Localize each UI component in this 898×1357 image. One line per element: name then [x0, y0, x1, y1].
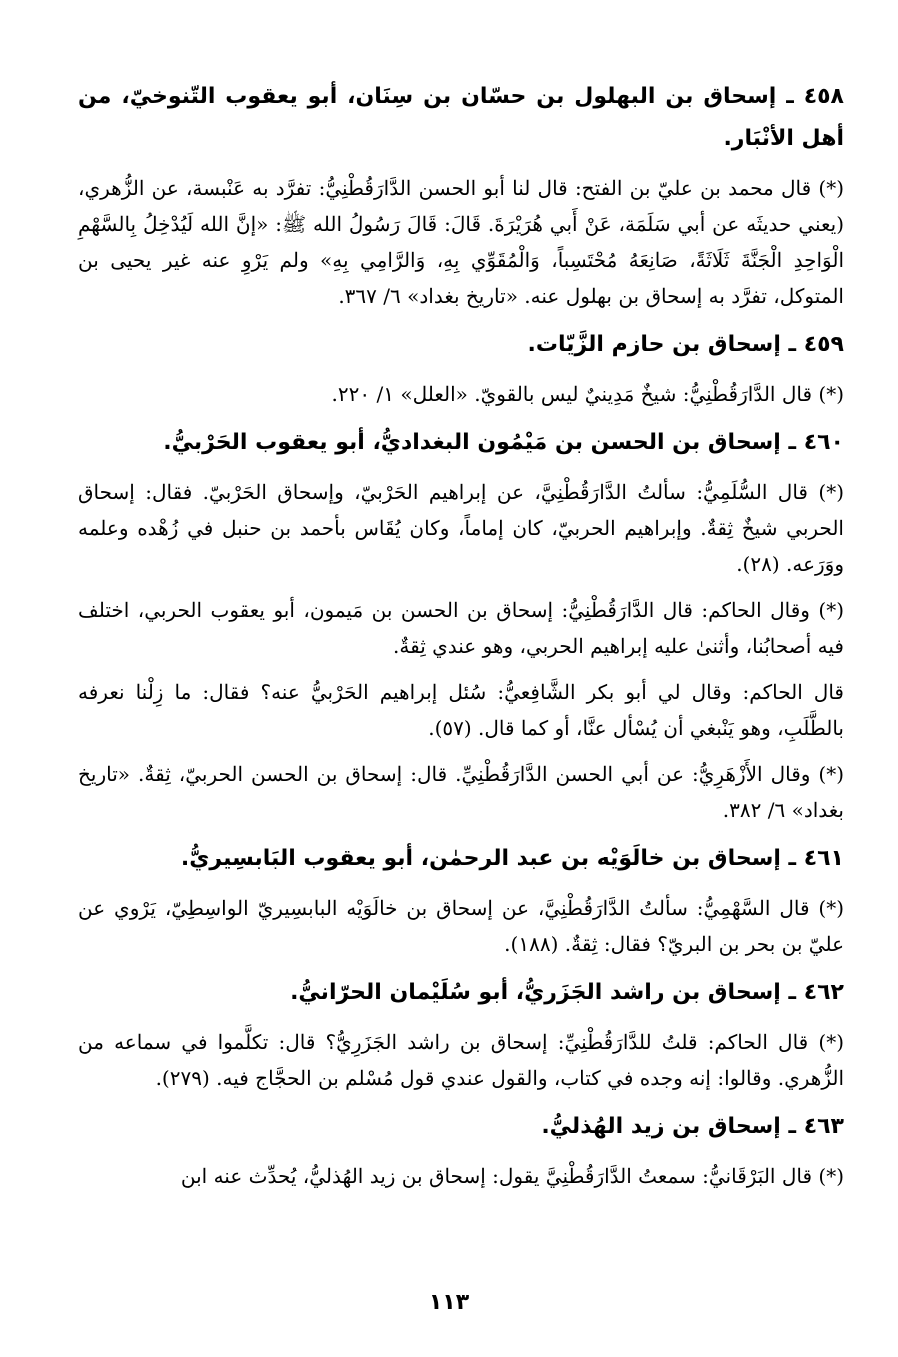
entry-459: [78, 324, 844, 412]
entry-heading: ٤٦٢ ـ إسحاق بن راشد الجَزَريُّ، أبو سُلَيْمان الحرّانيُّ.: [290, 980, 844, 1005]
entry-463: [78, 1106, 844, 1194]
entry-paragraph: (*) قال محمد بن عليّ بن الفتح: قال لنا أبو الحسن الدَّارَقُطْنِيُّ: تفرَّد به عَنْبسة، عن الزُّهري، (يعني حديثَه عن أبي سَلَمَة، عَنْ أَبي هُرَيْرَةَ. قَالَ: قَالَ رَسُولُ الله ﷺ: «إنَّ الله لَيُدْخِلُ بِالسَّهْمِ الْوَاحِدِ الْجَنَّةَ ثَلَاثَةً، صَانِعَهُ مُحْتَسِباً، وَالْمُقَوِّي بِهِ، وَالرَّامِي بِهِ» ولم يَرْوِ عنه غير يحيى بن المتوكل، تفرَّد به إسحاق بن بهلول عنه. «تاريخ بغداد» ٦/ ٣٦٧.: [78, 176, 844, 308]
entry-paragraph: (*) قال البَرْقَانيُّ: سمعتُ الدَّارَقُطْنِيَّ يقول: إسحاق بن زيد الهُذليُّ، يُحدِّث عنه ابن: [180, 1164, 844, 1188]
entry-461: [78, 838, 844, 962]
entry-heading: ٤٦٣ ـ إسحاق بن زيد الهُذليُّ.: [541, 1114, 844, 1139]
entry-heading: ٤٦٠ ـ إسحاق بن الحسن بن مَيْمُون البغداديُّ، أبو يعقوب الحَرْبيُّ.: [163, 430, 844, 455]
entry-paragraph: (*) قال السَّهْمِيُّ: سألتُ الدَّارَقُطْنِيَّ، عن إسحاق بن خالَوَيْه البابسِيريّ الواسِطِيّ، يَرْوي عن عليّ بن بحر بن البريّ؟ فقال: ثِقةٌ. (١٨٨).: [78, 896, 844, 956]
page-body: [78, 70, 844, 1204]
entry-462: [78, 972, 844, 1096]
entry-paragraph: (*) وقال الأَزْهَرِيُّ: عن أبي الحسن الدَّارَقُطْنِيِّ. قال: إسحاق بن الحسن الحربيّ، ثِقةٌ. «تاريخ بغداد» ٦/ ٣٨٢.: [78, 762, 845, 822]
entry-paragraph: (*) وقال الحاكم: قال الدَّارَقُطْنِيُّ: إسحاق بن الحسن بن مَيمون، أبو يعقوب الحربي، اختلف فيه أصحابُنا، وأثنىٰ عليه إبراهيم الحربي، وهو عندي ثِقةٌ.: [78, 598, 844, 658]
entry-460: [78, 422, 844, 828]
page-number: ١١٣: [428, 1290, 470, 1315]
entry-paragraph: (*) قال الحاكم: قلتُ للدَّارَقُطْنِيِّ: إسحاق بن راشد الجَزَرِيُّ؟ قال: تكلَّموا في سماعه من الزُّهري. وقالوا: إنه وجده في كتاب، والقول عندي قول مُسْلم بن الحجَّاج فيه. (٢٧٩).: [78, 1030, 844, 1090]
entry-paragraph: (*) قال الدَّارَقُطْنِيُّ: شيخٌ مَدِينيٌ ليس بالقويّ. «العلل» ١/ ٢٢٠.: [331, 382, 844, 406]
entry-paragraph: (*) قال السُّلَمِيُّ: سألتُ الدَّارَقُطْنِيَّ، عن إبراهيم الحَرْبيّ، وإسحاق الحَرْبيّ. فقال: إسحاق الحربي شيخٌ ثِقةٌ. وإبراهيم الحربيّ، كان إماماً، وكان يُقَاس بأحمد بن حنبل في زُهْده وعلمه ووَرَعه. (٢٨).: [78, 480, 844, 576]
entry-458: [78, 76, 844, 314]
entry-heading: ٤٦١ ـ إسحاق بن خالَوَيْه بن عبد الرحمٰن، أبو يعقوب البَابسِيريُّ.: [180, 846, 844, 871]
entry-heading: ٤٥٨ ـ إسحاق بن البهلول بن حسّان بن سِنَان، أبو يعقوب التّنوخيّ، من أهل الأنْبَار.: [78, 84, 844, 151]
entry-paragraph: قال الحاكم: وقال لي أبو بكر الشَّافِعيُّ: سُئل إبراهيم الحَرْبيُّ عنه؟ فقال: ما زِلْنا نعرفه بالطَّلَبِ، وهو يَنْبغي أن يُسْأل عنَّا، أو كما قال. (٥٧).: [78, 680, 844, 740]
entry-heading: ٤٥٩ ـ إسحاق بن حازم الزَّيّات.: [527, 332, 844, 357]
